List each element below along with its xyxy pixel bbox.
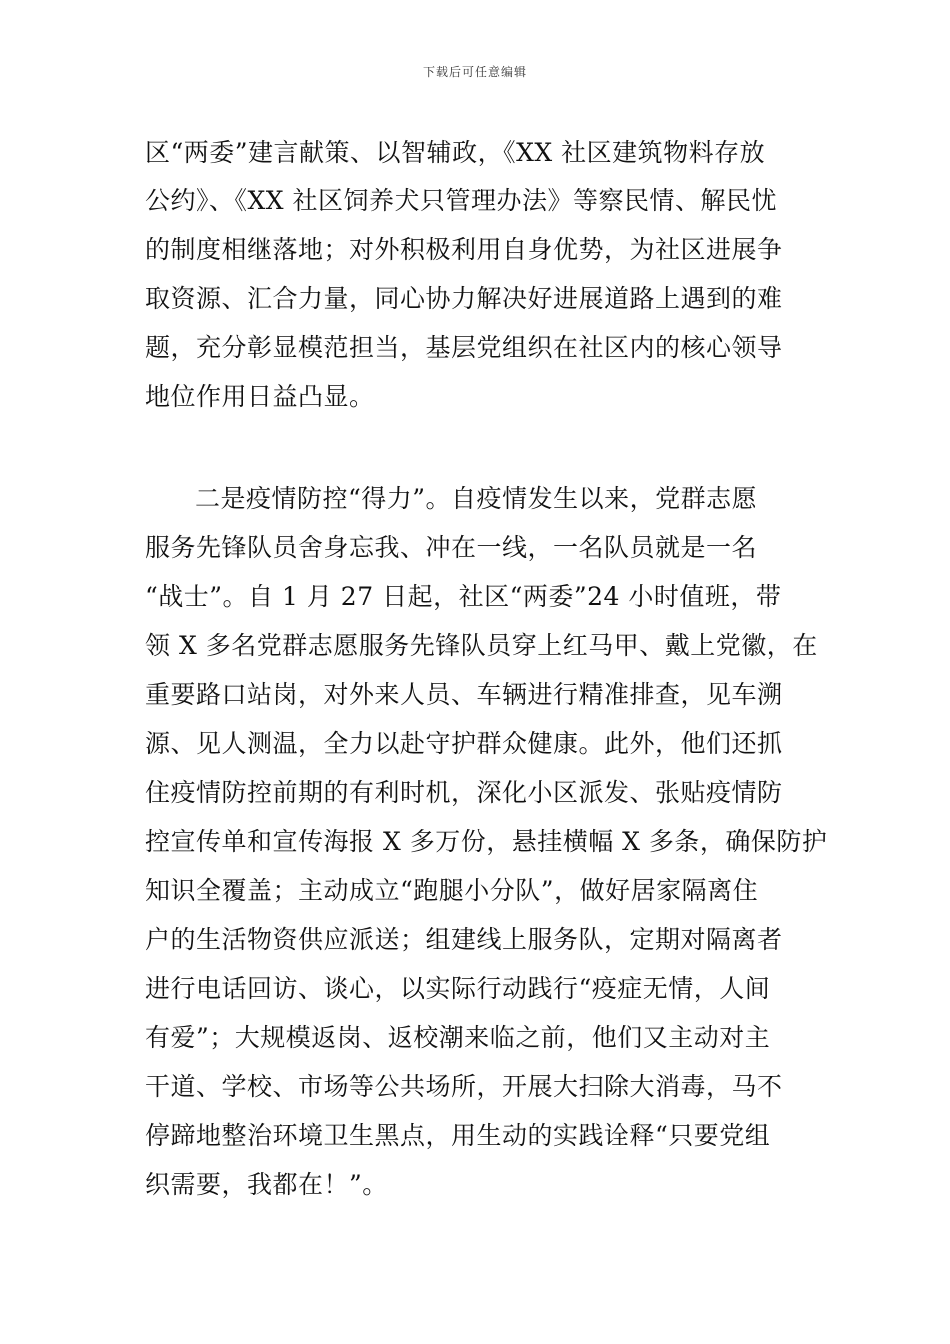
paragraph-line: 源、见人测温，全力以赴守护群众健康。此外，他们还抓 bbox=[145, 729, 783, 758]
paragraph-line: 地位作用日益凸显。 bbox=[145, 382, 375, 411]
paragraph-line: 干道、学校、市场等公共场所，开展大扫除大消毒，马不 bbox=[145, 1072, 783, 1101]
paragraph-line: 织需要，我都在！”。 bbox=[145, 1170, 388, 1199]
paragraph-line: 停蹄地整治环境卫生黑点，用生动的实践诠释“只要党组 bbox=[145, 1121, 771, 1150]
paragraph-line: 的制度相继落地；对外积极利用自身优势，为社区进展争 bbox=[145, 235, 783, 264]
paragraph-line: 有爱”；大规模返岗、返校潮来临之前，他们又主动对主 bbox=[145, 1023, 771, 1052]
paragraph-line: 题，充分彰显模范担当，基层党组织在社区内的核心领导 bbox=[145, 333, 783, 362]
paragraph-line: 进行电话回访、谈心，以实际行动践行“疫症无情，人间 bbox=[145, 974, 771, 1003]
paragraph-line: 重要路口站岗，对外来人员、车辆进行精准排查，见车溯 bbox=[145, 680, 783, 709]
paragraph-line: 知识全覆盖；主动成立“跑腿小分队”，做好居家隔离住 bbox=[145, 876, 759, 905]
paragraph-line: 区“两委”建言献策、以智辅政，《XX 社区建筑物料存放 bbox=[145, 138, 766, 167]
paragraph-line: 取资源、汇合力量，同心协力解决好进展道路上遇到的难 bbox=[145, 284, 783, 313]
paragraph-line: 二是疫情防控“得力”。自疫情发生以来，党群志愿 bbox=[195, 484, 758, 513]
paragraph-line: 住疫情防控前期的有利时机，深化小区派发、张贴疫情防 bbox=[145, 778, 783, 807]
paragraph-line: 公约》、《XX 社区饲养犬只管理办法》等察民情、解民忧 bbox=[145, 186, 778, 215]
paragraph-line: 服务先锋队员舍身忘我、冲在一线，一名队员就是一名 bbox=[145, 533, 758, 562]
paragraph-line: 户的生活物资供应派送；组建线上服务队，定期对隔离者 bbox=[145, 925, 783, 954]
page-header: 下载后可任意编辑 bbox=[422, 65, 527, 79]
paragraph-line: “战士”。自 1 月 27 日起，社区“两委”24 小时值班，带 bbox=[145, 582, 782, 611]
paragraph-line: 控宣传单和宣传海报 X 多万份，悬挂横幅 X 多条，确保防护 bbox=[145, 827, 828, 856]
paragraph-line: 领 X 多名党群志愿服务先锋队员穿上红马甲、戴上党徽，在 bbox=[145, 631, 818, 660]
